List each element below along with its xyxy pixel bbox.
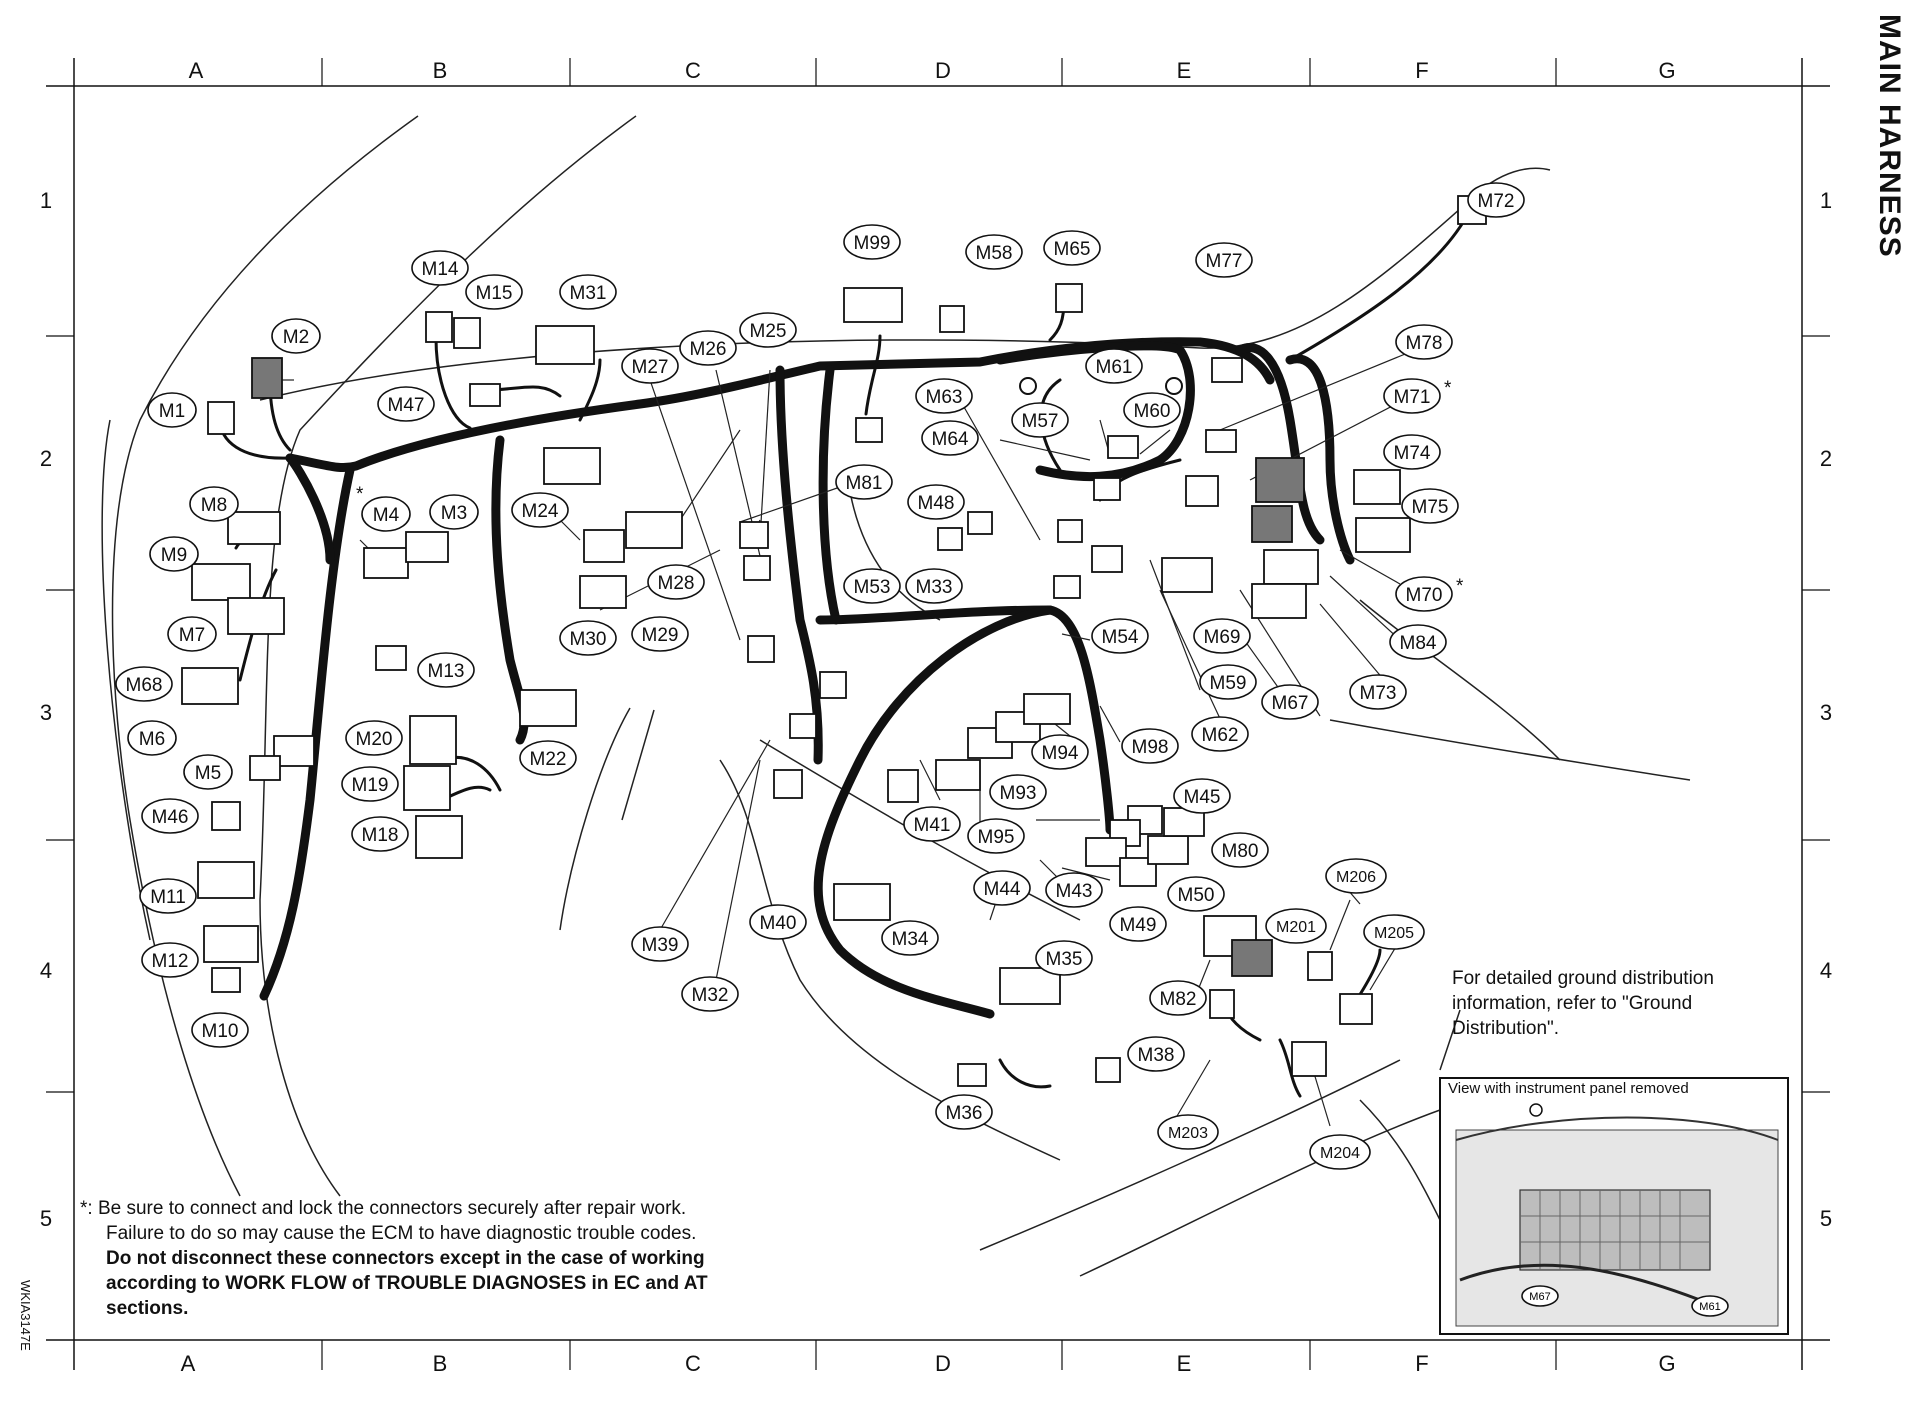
connector-m47 bbox=[470, 384, 500, 406]
inset-view bbox=[1440, 1078, 1788, 1334]
connector-shapes bbox=[182, 196, 1486, 1086]
svg-text:M40: M40 bbox=[759, 913, 797, 934]
col-label-f-bottom: F bbox=[1415, 1351, 1429, 1376]
m70-asterisk: * bbox=[1456, 576, 1464, 597]
note-line-4: according to WORK FLOW of TROUBLE DIAGNOSES in EC and AT bbox=[106, 1273, 708, 1294]
col-label-a: A bbox=[188, 58, 204, 83]
svg-text:M35: M35 bbox=[1045, 949, 1083, 970]
svg-text:M99: M99 bbox=[853, 233, 891, 254]
svg-text:M29: M29 bbox=[641, 625, 679, 646]
svg-text:M77: M77 bbox=[1205, 251, 1243, 272]
svg-text:M67: M67 bbox=[1271, 693, 1309, 714]
svg-text:M49: M49 bbox=[1119, 915, 1157, 936]
connector-m46 bbox=[212, 802, 240, 830]
connector-m73 bbox=[1252, 584, 1306, 618]
connector-m8 bbox=[228, 512, 280, 544]
connector-m27 bbox=[748, 636, 774, 662]
connector-m74 bbox=[1252, 506, 1292, 542]
connector-m31 bbox=[536, 326, 594, 364]
callout-m9 bbox=[150, 537, 198, 571]
connector-m7 bbox=[228, 598, 284, 634]
svg-text:M93: M93 bbox=[999, 783, 1037, 804]
col-label-g: G bbox=[1658, 58, 1676, 83]
callout-m78 bbox=[1396, 325, 1452, 359]
callout-m27 bbox=[622, 349, 678, 383]
svg-text:M14: M14 bbox=[421, 259, 459, 280]
connector-m205 bbox=[1340, 994, 1372, 1024]
svg-text:M57: M57 bbox=[1021, 411, 1059, 432]
connector-m70 bbox=[1356, 518, 1410, 552]
connector-m30 bbox=[580, 576, 626, 608]
callout-m70 bbox=[1396, 577, 1452, 611]
callout-m13 bbox=[418, 653, 474, 687]
svg-text:M70: M70 bbox=[1405, 585, 1443, 606]
callout-m6 bbox=[128, 721, 176, 755]
svg-text:M4: M4 bbox=[372, 505, 400, 526]
callout-m61 bbox=[1086, 349, 1142, 383]
svg-text:M78: M78 bbox=[1405, 333, 1443, 354]
col-label-a-bottom: A bbox=[180, 1351, 196, 1376]
connector-m68 bbox=[182, 668, 238, 704]
svg-text:M84: M84 bbox=[1399, 633, 1437, 654]
ground-note-line-2: information, refer to bbox=[1452, 993, 1617, 1014]
svg-text:M69: M69 bbox=[1203, 627, 1241, 648]
svg-text:M3: M3 bbox=[440, 503, 468, 524]
svg-text:M8: M8 bbox=[200, 495, 228, 516]
svg-text:M95: M95 bbox=[977, 827, 1015, 848]
svg-text:M71: M71 bbox=[1393, 387, 1431, 408]
svg-text:M7: M7 bbox=[178, 625, 206, 646]
row-label-2: 2 bbox=[39, 446, 53, 471]
svg-text:M11: M11 bbox=[150, 887, 186, 908]
connector-m54 bbox=[1092, 546, 1122, 572]
svg-text:M201: M201 bbox=[1275, 919, 1317, 936]
callout-m34 bbox=[882, 921, 938, 955]
svg-text:M61: M61 bbox=[1699, 1301, 1721, 1313]
callout-m31 bbox=[560, 275, 616, 309]
caution-note bbox=[80, 1196, 880, 1321]
svg-text:M206: M206 bbox=[1335, 869, 1377, 886]
svg-text:M38: M38 bbox=[1137, 1045, 1175, 1066]
connector-m62-plug bbox=[1094, 478, 1120, 500]
connector-m71-plug bbox=[1206, 430, 1236, 452]
connector-m1 bbox=[208, 402, 234, 434]
svg-text:M67: M67 bbox=[1529, 1291, 1551, 1303]
connector-m77 bbox=[1212, 358, 1242, 382]
svg-text:M39: M39 bbox=[641, 935, 679, 956]
callout-m74 bbox=[1384, 435, 1440, 469]
callout-m46 bbox=[142, 799, 198, 833]
callout-m47 bbox=[378, 387, 434, 421]
figure-code: WKIA3147E bbox=[18, 1280, 33, 1351]
svg-text:M47: M47 bbox=[387, 395, 425, 416]
connector-m2 bbox=[252, 358, 282, 398]
callout-m57 bbox=[1012, 403, 1068, 437]
connector-m50 bbox=[1148, 836, 1188, 864]
connector-m14 bbox=[426, 312, 452, 342]
svg-text:M74: M74 bbox=[1393, 443, 1431, 464]
callout-m40 bbox=[750, 905, 806, 939]
col-label-c: C bbox=[685, 58, 701, 83]
callout-m94 bbox=[1032, 735, 1088, 769]
svg-text:M58: M58 bbox=[975, 243, 1013, 264]
callout-m2 bbox=[272, 319, 320, 353]
callout-m205 bbox=[1364, 915, 1424, 949]
connector-m19 bbox=[404, 766, 450, 810]
callout-m204 bbox=[1310, 1135, 1370, 1169]
connector-m12 bbox=[204, 926, 258, 962]
svg-text:M53: M53 bbox=[853, 577, 891, 598]
row-label-5: 5 bbox=[39, 1206, 53, 1231]
ground-m60 bbox=[1166, 378, 1182, 394]
connector-m99 bbox=[844, 288, 902, 322]
svg-text:M72: M72 bbox=[1477, 191, 1515, 212]
row-label-1-right: 1 bbox=[1819, 188, 1833, 213]
connector-m59-plug bbox=[1108, 436, 1138, 458]
svg-text:M82: M82 bbox=[1159, 989, 1197, 1010]
connector-m34 bbox=[834, 884, 890, 920]
callout-m77 bbox=[1196, 243, 1252, 277]
note-line-3: Do not disconnect these connectors except in the case of working bbox=[106, 1248, 705, 1269]
callout-m15 bbox=[466, 275, 522, 309]
inset-label-m61 bbox=[1692, 1296, 1728, 1316]
callout-m71 bbox=[1384, 379, 1440, 413]
callout-m1 bbox=[148, 393, 196, 427]
callout-m206 bbox=[1326, 859, 1386, 893]
svg-text:M64: M64 bbox=[931, 429, 969, 450]
callout-m38 bbox=[1128, 1037, 1184, 1071]
connector-m206 bbox=[1308, 952, 1332, 980]
connector-m81 bbox=[856, 418, 882, 442]
callout-m41 bbox=[904, 807, 960, 841]
svg-text:M5: M5 bbox=[194, 763, 222, 784]
row-label-4-right: 4 bbox=[1819, 958, 1833, 983]
svg-text:M24: M24 bbox=[521, 501, 559, 522]
callout-m43 bbox=[1046, 873, 1102, 907]
svg-text:M75: M75 bbox=[1411, 497, 1449, 518]
ground-m57 bbox=[1020, 378, 1036, 394]
svg-text:M50: M50 bbox=[1177, 885, 1215, 906]
callout-m45 bbox=[1174, 779, 1230, 813]
callout-m12 bbox=[142, 943, 198, 977]
callout-m53 bbox=[844, 569, 900, 603]
callout-m50 bbox=[1168, 877, 1224, 911]
svg-text:M18: M18 bbox=[361, 825, 399, 846]
connector-m95 bbox=[936, 760, 980, 790]
svg-text:M81: M81 bbox=[845, 473, 883, 494]
svg-text:M45: M45 bbox=[1183, 787, 1221, 808]
callout-m49 bbox=[1110, 907, 1166, 941]
col-label-e-bottom: E bbox=[1176, 1351, 1192, 1376]
svg-text:M61: M61 bbox=[1095, 357, 1133, 378]
col-label-c-bottom: C bbox=[685, 1351, 701, 1376]
svg-text:M12: M12 bbox=[151, 951, 189, 972]
row-label-2-right: 2 bbox=[1819, 446, 1833, 471]
connector-m20 bbox=[410, 716, 456, 764]
page-title: MAIN HARNESS bbox=[1873, 14, 1906, 258]
svg-text:M1: M1 bbox=[158, 401, 186, 422]
col-label-b: B bbox=[432, 58, 448, 83]
svg-text:M27: M27 bbox=[631, 357, 669, 378]
callout-m8 bbox=[190, 487, 238, 521]
svg-text:M54: M54 bbox=[1101, 627, 1139, 648]
connector-m25 bbox=[740, 522, 768, 548]
callout-m25 bbox=[740, 313, 796, 347]
connector-m40 bbox=[774, 770, 802, 798]
svg-text:M205: M205 bbox=[1373, 925, 1415, 942]
svg-text:M6: M6 bbox=[138, 729, 166, 750]
inset-label-m67 bbox=[1522, 1286, 1558, 1306]
note-line-1: *: Be sure to connect and lock the connectors securely after repair work. bbox=[80, 1198, 687, 1219]
connector-m203 bbox=[1210, 990, 1234, 1018]
svg-text:M26: M26 bbox=[689, 339, 727, 360]
svg-text:M59: M59 bbox=[1209, 673, 1247, 694]
connector-m58 bbox=[940, 306, 964, 332]
svg-text:M41: M41 bbox=[913, 815, 951, 836]
callout-m10 bbox=[192, 1013, 248, 1047]
connector-m38 bbox=[1096, 1058, 1120, 1082]
connector-m10 bbox=[212, 968, 240, 992]
callout-m64 bbox=[922, 421, 978, 455]
connector-m84 bbox=[1264, 550, 1318, 584]
svg-text:M204: M204 bbox=[1319, 1145, 1361, 1162]
svg-text:M15: M15 bbox=[475, 283, 513, 304]
callout-m33 bbox=[906, 569, 962, 603]
svg-text:M80: M80 bbox=[1221, 841, 1259, 862]
col-label-b-bottom: B bbox=[432, 1351, 448, 1376]
svg-text:M22: M22 bbox=[529, 749, 567, 770]
note-line-5: sections. bbox=[106, 1298, 189, 1319]
svg-text:M60: M60 bbox=[1133, 401, 1171, 422]
callout-m67 bbox=[1262, 685, 1318, 719]
svg-text:M28: M28 bbox=[657, 573, 695, 594]
callout-m35 bbox=[1036, 941, 1092, 975]
svg-text:M46: M46 bbox=[151, 807, 189, 828]
callout-m58 bbox=[966, 235, 1022, 269]
svg-text:M62: M62 bbox=[1201, 725, 1239, 746]
callout-m54 bbox=[1092, 619, 1148, 653]
callout-m93 bbox=[990, 775, 1046, 809]
callout-m99 bbox=[844, 225, 900, 259]
callout-m29 bbox=[632, 617, 688, 651]
row-label-3: 3 bbox=[39, 700, 53, 725]
callout-m7 bbox=[168, 617, 216, 651]
connector-m67-plug bbox=[1186, 476, 1218, 506]
connector-m22 bbox=[520, 690, 576, 726]
svg-text:M34: M34 bbox=[891, 929, 929, 950]
connector-m98 bbox=[1024, 694, 1070, 724]
callout-m20 bbox=[346, 721, 402, 755]
connector-m29 bbox=[584, 530, 624, 562]
connector-m204 bbox=[1292, 1042, 1326, 1076]
note-line-2: Failure to do so may cause the ECM to have diagnostic trouble codes. bbox=[106, 1223, 697, 1244]
column-labels-bottom bbox=[181, 1351, 1676, 1376]
callout-m72 bbox=[1468, 183, 1524, 217]
ground-distribution-note bbox=[1452, 966, 1782, 1041]
svg-text:M43: M43 bbox=[1055, 881, 1093, 902]
svg-text:M31: M31 bbox=[569, 283, 607, 304]
ground-note-line-3: "Ground Distribution". bbox=[1452, 993, 1693, 1039]
svg-text:M25: M25 bbox=[749, 321, 787, 342]
svg-text:M44: M44 bbox=[983, 879, 1021, 900]
callout-m68 bbox=[116, 667, 172, 701]
callout-m95 bbox=[968, 819, 1024, 853]
svg-text:M68: M68 bbox=[125, 675, 163, 696]
svg-text:M10: M10 bbox=[201, 1021, 239, 1042]
svg-text:M20: M20 bbox=[355, 729, 393, 750]
connector-m9 bbox=[192, 564, 250, 600]
svg-text:M94: M94 bbox=[1041, 743, 1079, 764]
callout-m80 bbox=[1212, 833, 1268, 867]
callout-m39 bbox=[632, 927, 688, 961]
callout-m18 bbox=[352, 817, 408, 851]
callout-m24 bbox=[512, 493, 568, 527]
callout-m201 bbox=[1266, 909, 1326, 943]
callout-m22 bbox=[520, 741, 576, 775]
column-labels-top bbox=[189, 58, 1676, 83]
callout-m62 bbox=[1192, 717, 1248, 751]
row-label-3-right: 3 bbox=[1819, 700, 1833, 725]
connector-m36 bbox=[958, 1064, 986, 1086]
connector-m65 bbox=[1056, 284, 1082, 312]
connector-m33 bbox=[968, 512, 992, 534]
svg-text:M30: M30 bbox=[569, 629, 607, 650]
callout-m75 bbox=[1402, 489, 1458, 523]
connector-m5 bbox=[250, 756, 280, 780]
inset-caption: View with instrument panel removed bbox=[1448, 1080, 1689, 1097]
m71-asterisk: * bbox=[1444, 378, 1452, 399]
callout-m60 bbox=[1124, 393, 1180, 427]
svg-text:M203: M203 bbox=[1167, 1125, 1209, 1142]
connector-m39 bbox=[790, 714, 816, 738]
svg-text:M2: M2 bbox=[282, 327, 310, 348]
connector-m201-b bbox=[1232, 940, 1272, 976]
connector-m63 bbox=[1058, 520, 1082, 542]
callout-m84 bbox=[1390, 625, 1446, 659]
col-label-g-bottom: G bbox=[1658, 1351, 1676, 1376]
callout-m82 bbox=[1150, 981, 1206, 1015]
connector-m64 bbox=[1054, 576, 1080, 598]
callout-m65 bbox=[1044, 231, 1100, 265]
connector-m24 bbox=[544, 448, 600, 484]
callout-m28 bbox=[648, 565, 704, 599]
connector-m11 bbox=[198, 862, 254, 898]
connector-m3 bbox=[406, 532, 448, 562]
svg-text:M63: M63 bbox=[925, 387, 963, 408]
m4-asterisk: * bbox=[356, 484, 364, 505]
callout-m14 bbox=[412, 251, 468, 285]
connector-m48 bbox=[938, 528, 962, 550]
connector-m75 bbox=[1354, 470, 1400, 504]
col-label-e: E bbox=[1176, 58, 1192, 83]
callout-m26 bbox=[680, 331, 736, 365]
callout-m11 bbox=[140, 879, 196, 913]
svg-text:M48: M48 bbox=[917, 493, 955, 514]
col-label-f: F bbox=[1415, 58, 1429, 83]
row-label-4: 4 bbox=[39, 958, 53, 983]
svg-text:M98: M98 bbox=[1131, 737, 1169, 758]
col-label-d-bottom: D bbox=[935, 1351, 951, 1376]
connector-m69 bbox=[1162, 558, 1212, 592]
ground-note-line-1: For detailed ground distribution bbox=[1452, 968, 1714, 989]
callout-m30 bbox=[560, 621, 616, 655]
svg-text:M32: M32 bbox=[691, 985, 729, 1006]
svg-text:M13: M13 bbox=[427, 661, 465, 682]
callout-m32 bbox=[682, 977, 738, 1011]
callout-m48 bbox=[908, 485, 964, 519]
svg-text:M73: M73 bbox=[1359, 683, 1397, 704]
svg-text:M9: M9 bbox=[160, 545, 188, 566]
connector-m78 bbox=[1256, 458, 1304, 502]
callout-m203 bbox=[1158, 1115, 1218, 1149]
callout-m19 bbox=[342, 767, 398, 801]
callout-m98 bbox=[1122, 729, 1178, 763]
callout-m69 bbox=[1194, 619, 1250, 653]
col-label-d: D bbox=[935, 58, 951, 83]
row-label-1: 1 bbox=[39, 188, 53, 213]
connector-m53 bbox=[820, 672, 846, 698]
callout-m44 bbox=[974, 871, 1030, 905]
callout-m73 bbox=[1350, 675, 1406, 709]
connector-m4 bbox=[364, 548, 408, 578]
connector-m28 bbox=[626, 512, 682, 548]
svg-text:M65: M65 bbox=[1053, 239, 1091, 260]
callout-m63 bbox=[916, 379, 972, 413]
callout-m36 bbox=[936, 1095, 992, 1129]
callout-m3 bbox=[430, 495, 478, 529]
connector-m41 bbox=[888, 770, 918, 802]
callout-m59 bbox=[1200, 665, 1256, 699]
connector-m26 bbox=[744, 556, 770, 580]
svg-text:M19: M19 bbox=[351, 775, 389, 796]
callout-m5 bbox=[184, 755, 232, 789]
row-label-5-right: 5 bbox=[1819, 1206, 1833, 1231]
svg-text:M36: M36 bbox=[945, 1103, 983, 1124]
thin-wires bbox=[220, 210, 1470, 1096]
callout-m81 bbox=[836, 465, 892, 499]
svg-text:M33: M33 bbox=[915, 577, 953, 598]
callout-m4 bbox=[362, 497, 410, 531]
connector-m18 bbox=[416, 816, 462, 858]
connector-m13 bbox=[376, 646, 406, 670]
connector-m15 bbox=[454, 318, 480, 348]
